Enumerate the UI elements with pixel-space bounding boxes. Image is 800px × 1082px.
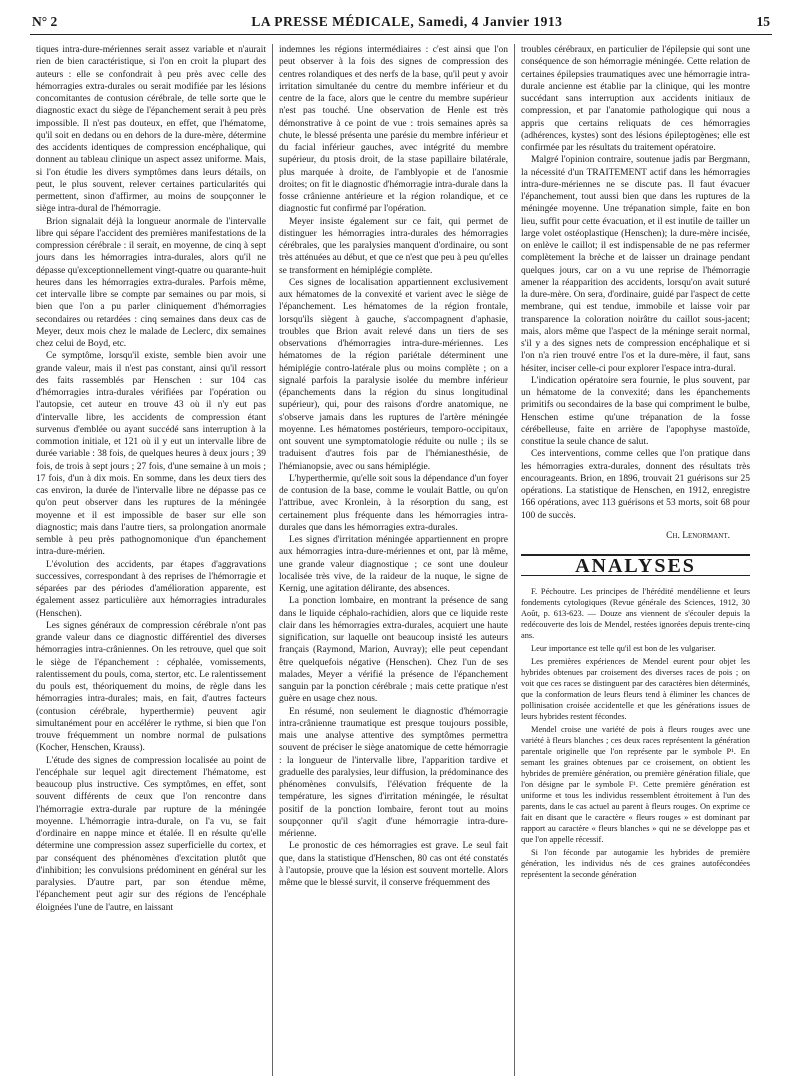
paragraph: tiques intra-dure-mériennes serait assez variable et n'aurait rien de bien caractéristique, si l'on en croit la plupart des auteurs : elle se confondrait à peu près avec celle des hémorragies extra-durales ou serait modifiée par les lésions concomitantes de contusion cérébrale, de telle sorte que le diagnostic exact du siège de l'épanchement serait à peu près impossible. Il n'est pas douteux, en effet, que l'hématome, qu'il soit en dedans ou en dehors de la dure-mère, détermine des accidents identiques de compression encéphalique, qui donnent au tableau clinique un aspect assez uniforme. Mais, si l'on étudie les divers symptômes dans leurs détails, on peut, le plus souvent, relever certaines particularités qui permettent, sinon d'affirmer, au moins de soupçonner le siège intra-dural de l'hémorragie. — [36, 45, 266, 215]
text-columns — [30, 44, 772, 1076]
paragraph: Meyer insiste également sur ce fait, qui permet de distinguer les hémorragies intra-durales des hémorragies cérébrales, que les paralysies manquent d'ordinaire, ou sont très atténuées au début, et que ce n'est que peu à peu qu'elles se transforment en hémiplégie complète. — [279, 216, 508, 276]
paragraph: Brion signalait déjà la longueur anormale de l'intervalle libre qui sépare l'accident des premières manifestations de la compression cérébrale : il serait, en moyenne, de cinq à sept jours dans les hémorragies intra-durales, alors qu'il ne dépasse qu'exceptionnellement vingt-quatre ou quarante-huit heures dans les hémorragies extra-durales. Parfois même, cet intervalle libre se compte par semaines ou par mois, si bien que l'on a pu parler cliniquement d'hémorragies secondaires ou retardées : cinq semaines dans deux cas de Meyer, deux mois chez le malade de Leclerc, dix semaines chez celui de Boyd, etc. — [36, 216, 266, 349]
analysis-paragraph: Leur importance est telle qu'il est bon de les vulgariser. — [531, 644, 716, 654]
paragraph: La ponction lombaire, en montrant la présence de sang dans le liquide céphalo-rachidien, alors que ce liquide reste clair dans les hémorragies extra-durales, acquiert une haute signification, sur laquelle ont beaucoup insisté les auteurs français (Raymond, Marion, Auvray); elle peut cependant être quelquefois négative (Henschen). Chez l'un de ses malades, Meyer a vérifié la présence de l'épanchement sanguin par la ponction cérébrale ; mais cette pratique n'est guère en usage chez nous. — [279, 596, 508, 705]
analysis-paragraph: Les premières expériences de Mendel eurent pour objet les hybrides obtenues par croisement des diverses races de pois ; on voit que ces races se distinguent par des caractères bien déterminés, que la conformation de leurs fleurs tend à éliminer les chances de pollinisation croisée accidentelle et que les générations issues de leurs hybrides restent fécondes. — [521, 657, 750, 722]
paragraph: Le pronostic de ces hémorragies est grave. Le seul fait que, dans la statistique d'Henschen, 80 cas ont été constatés à l'autopsie, prouve que la lésion est souvent mortelle. Alors même que le blessé survit, il conserve fréquemment des — [279, 841, 508, 888]
paragraph: L'évolution des accidents, par étapes d'aggravations successives, correspondant à des reprises de l'hémorragie et séparées par des périodes d'amélioration apparente, est également assez particulière aux hémorragies intradurales (Henschen). — [36, 559, 266, 619]
page-number: 15 — [756, 14, 770, 29]
analyses-section — [521, 586, 750, 880]
issue-number: N° 2 — [32, 14, 58, 29]
paragraph: L'étude des signes de compression localisée au point de l'encéphale sur lequel agit directement l'hématome, est beaucoup plus instructive. Ces symptômes, en effet, sont souvent différents de ceux que l'on rencontre dans l'hémorragie extra-durale par rupture de la méningée moyenne. L'hémorragie intra-durale, on l'a vu, se fait d'ordinaire en nappe mince et étalée. Il en résulte qu'elle détermine une compression assez superficielle du cortex, et par conséquent des phénomènes d'excitation plutôt que d'inhibition; les convulsions prédominent en général sur les paralysies. D'autre part, par son étendue même, l'épanchement peut agir sur des régions de l'encéphale éloignées l'une de l'autre, en laissant — [36, 755, 266, 913]
running-header — [30, 14, 772, 35]
author-signature: Ch. Lenormant. — [666, 530, 730, 541]
analysis-paragraph: F. Péchoutre. Les principes de l'hérédité mendélienne et leurs fondements cytologiques (Revue générale des Sciences, 1912, 30 Août, p. 613-623. — Douze ans viennent de s'écouler depuis la redécouverte des lois de Mendel, restées ignorées depuis trente-cinq ans. — [521, 587, 750, 641]
paragraph: Malgré l'opinion contraire, soutenue jadis par Bergmann, la nécessité d'un TRAITEMENT actif dans les hémorragies intra-dure-mériennes ne se discute pas. Il faut évacuer l'épanchement, tout aussi bien que dans les ruptures de la méningée moyenne. Une trépanation simple, faite en bon lieu, suffit pour cette évacuation, et il est inutile de tailler un large volet ostéoplastique (Henschen); la dure-mère incisée, on enlève le caillot; il est indispensable de ne pas refermer complètement la brèche et de laisser un drainage pendant quelques jours, car on a vu une reprise de l'hémorragie amener la réapparition des accidents, lorsqu'on avait suturé la dure-mère. On sera, d'ordinaire, guidé par l'aspect de cette membrane, qui est tendue, immobile et laisse voir par transparence la coloration noirâtre du caillot sous-jacent; mais, alors même que l'aspect de la méninge serait normal, s'il y a des signes nets de compression encéphalique et si l'on n'a rien trouvé entre l'os et la dure-mère, il faut, sans hésiter, inciser celle-ci pour explorer l'espace intra-dural. — [521, 155, 750, 374]
paragraph: Les signes d'irritation méningée appartiennent en propre aux hémorragies intra-dure-mériennes et ont, par là même, une grande valeur diagnostique ; ce sont une douleur localisée très vive, de la raideur de la nuque, le signe de Kernig, une agitation délirante, des absences. — [279, 535, 508, 594]
paragraph: L'indication opératoire sera fournie, le plus souvent, par un hématome de la convexité; dans les épanchements primitifs ou secondaires de la base qui compriment le bulbe, Henschen estime qu'une trépanation de la fosse cérébelleuse, faite en arrière de l'apophyse mastoïde, constitue la seule chance de salut. — [521, 375, 750, 447]
column-2 — [272, 44, 514, 1076]
column-3 — [514, 44, 756, 1076]
paragraph: indemnes les régions intermédiaires : c'est ainsi que l'on peut observer à la fois des signes de compression des centres rolandiques et des nerfs de la base, qu'il peut y avoir irritation simultanée du centre du membre inférieur et du centre de la face, alors que le centre du membre supérieur n'est pas touché. Une observation de Henle est très démonstrative à ce point de vue : trois semaines après sa chute, le blessé présenta une parésie du membre inférieur et du facial inférieur gauches, avec intégrité du membre supérieur, du ptosis droit, de la stase papillaire bilatérale, plus marquée à droite, de l'amblyopie et de l'anosmie droites; on fit le diagnostic d'hémorragie intra-durale dans la fosse crânienne antérieure et la région rolandique, et ce diagnostic fut confirmé par l'opération. — [279, 45, 508, 215]
section-title: ANALYSES — [521, 554, 750, 576]
paragraph: Ce symptôme, lorsqu'il existe, semble bien avoir une grande valeur, mais il n'est pas constant, ainsi qu'il ressort des faits rassemblés par Henschen : sur 104 cas d'hémorragies intra-durales vérifiées par l'opération ou l'autopsie, cet auteur en trouve 43 où il n'y eut pas d'intervalle libre, les accidents de compression étant survenus d'emblée ou ayant succédé sans interruption à la commotion initiale, et 121 où il y eut un intervalle libre de durée variable : 38 fois, de quelques heures à deux jours ; 39 fois, de trois à sept jours ; 27 fois, d'une semaine à un mois ; 17 fois, d'un à dix mois. En somme, dans les deux tiers des cas environ, la durée de l'intervalle libre ne dépasse pas ce qu'on peut observer dans les ruptures de la méningée moyenne et il est impossible de baser sur elle son diagnostic; mais dans l'autre tiers, sa prolongation anormale semble à peu près pathognomonique d'un épanchement intra-dure-mérien. — [36, 351, 266, 558]
journal-title: LA PRESSE MÉDICALE, Samedi, 4 Janvier 1913 — [251, 14, 563, 29]
paragraph: En résumé, non seulement le diagnostic d'hémorragie intra-crânienne traumatique est presque toujours possible, mais une analyse attentive des symptômes permettra souvent de préciser le siège anatomique de cette hémorragie : la longueur de l'intervalle libre, l'apparition tardive et graduelle des paralysies, leur diffusion, la prédominance des phénomènes convulsifs, l'élévation fréquente de la température, les signes d'irritation méningée, le résultat positif de la ponction lombaire, feront tout au moins soupçonner qu'il s'agit d'une hémorragie intra-dure-mérienne. — [279, 706, 508, 839]
paragraph: Ces signes de localisation appartiennent exclusivement aux hématomes de la convexité et varient avec le siège de l'épanchement. Les hématomes de la région frontale, lorsqu'ils siègent à gauche, s'accompagnent d'aphasie, troubles que Brion avait relevé dans un tiers de ses observations d'hémorragies intra-dure-mériennes. Les hématomes de la région pariétale déterminent une hémiplégie contro-latérale plus ou moins complète ; on a signalé parfois la paralysie isolée du membre inférieur (épanchements dans la région du sinus longitudinal supérieur), qui, pour des raisons d'ordre anatomique, ne s'observe jamais dans les ruptures de l'artère méningée moyenne. Les hématomes postérieurs, temporo-occipitaux, ont souvent une symptomatologie réduite ou nulle ; ils se traduisent d'autres fois par de l'hémianesthésie, de l'hémianopsie, avec ou sans hémiplégie. — [279, 277, 508, 472]
analysis-paragraph: Si l'on féconde par autogamie les hybrides de première génération, les individus nés de ces graines autofécondées représentent la seconde génération — [521, 848, 750, 880]
paragraph: Les signes généraux de compression cérébrale n'ont pas grande valeur dans ce diagnostic différentiel des diverses hémorragies intra-crâniennes. On les retrouve, quel que soit le siège de l'épanchement : céphalée, vomissements, ralentissement du pouls, coma, stertor, etc. Le ralentissement du pouls est, théoriquement du moins, de règle dans les hémorragies intra-durales; mais, en fait, d'autres facteurs (contusion cérébrale, hyperthermie) peuvent agir simultanément pour en accélérer le rythme, si bien que l'on trouve fréquemment un nombre normal de pulsations (Kocher, Henschen, Krauss). — [36, 620, 266, 754]
paragraph: L'hyperthermie, qu'elle soit sous la dépendance d'un foyer de contusion de la base, comme le voulait Battle, ou qu'on l'attribue, avec Kronlein, à la résorption du sang, est certainement plus fréquente dans les hémorragies intra-durales que dans les hémorragies extra-durales. — [279, 473, 508, 533]
paragraph: Ces interventions, comme celles que l'on pratique dans les hémorragies extra-durales, donnent des résultats très encourageants. Brion, en 1896, trouvait 21 guérisons sur 25 opérations. La statistique de Henschen, en 1912, enregistre 166 opérations, avec 113 guérisons et 53 morts, soit 68 pour 100 de succès. — [521, 449, 750, 521]
paragraph: troubles cérébraux, en particulier de l'épilepsie qui sont une conséquence de son hémorragie méningée. Cette relation de certaines épilepsies traumatiques avec une hémorragie intra-durale ancienne est établie par la clinique, qui les montre succédant sans interruption aux accidents initiaux de compression, et par l'anatomie pathologique qui nous a appris que certains reliquats de ces hémorragies (adhérences, kystes) sont des lésions épileptogènes; elle est confirmée par les résultats du traitement opératoire. — [521, 45, 750, 153]
column-1 — [30, 44, 272, 1076]
journal-page — [30, 14, 772, 1076]
analysis-paragraph: Mendel croise une variété de pois à fleurs rouges avec une variété à fleurs blanches ; ces deux races représentent la génération parentale originelle que l'on représente par le symbole P¹. En semant les graines obtenues par ce croisement, on obtient les hybrides de première génération, ou première génération filiale, que l'on désigne par le symbole F¹. Cette première génération est uniforme et tous les individus ressemblent étroitement à l'un des parents, dans le cas actuel au parent à fleurs rouges. On exprime ce fait en disant que le caractère « fleurs rouges » est dominant par rapport au caractère « fleurs blanches » qui ne se développe pas et que l'on appelle récessif. — [521, 725, 750, 845]
